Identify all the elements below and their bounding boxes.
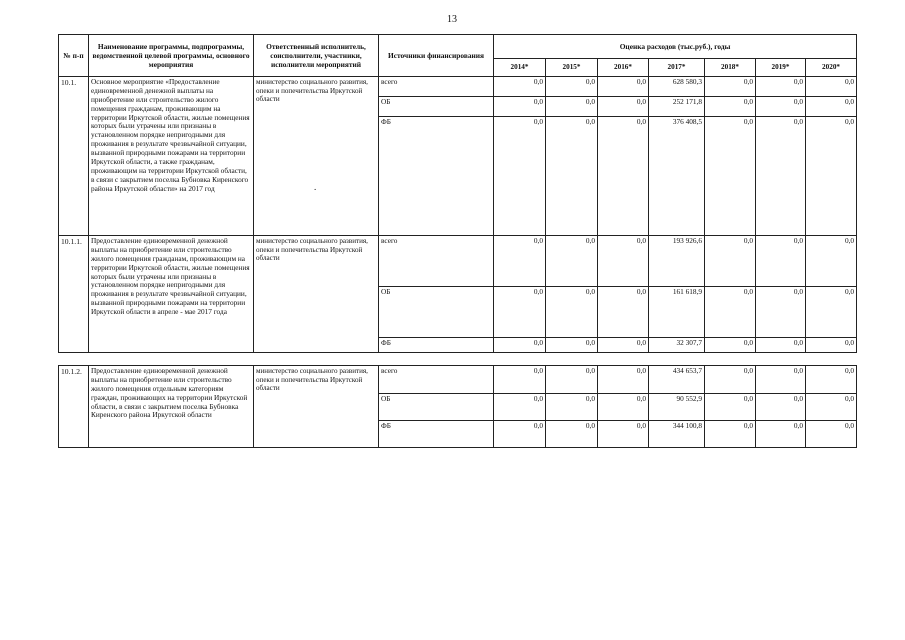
value-cell: 0,0 [598, 366, 649, 394]
value-cell: 0,0 [806, 236, 857, 287]
header-year: 2014* [494, 59, 546, 77]
value-cell: 193 926,6 [649, 236, 705, 287]
value-cell: 0,0 [546, 287, 598, 338]
value-cell: 0,0 [598, 338, 649, 353]
value-cell: 0,0 [494, 77, 546, 97]
row-number: 10.1.1. [59, 236, 89, 353]
value-cell: 0,0 [494, 366, 546, 394]
value-cell: 0,0 [756, 394, 806, 421]
value-cell: 0,0 [598, 117, 649, 236]
value-cell: 0,0 [494, 287, 546, 338]
value-cell: 0,0 [598, 394, 649, 421]
funding-source: всего [379, 77, 494, 97]
value-cell: 0,0 [756, 97, 806, 117]
value-cell: 0,0 [705, 366, 756, 394]
table-row [59, 236, 857, 287]
value-cell: 0,0 [546, 117, 598, 236]
funding-source: ФБ [379, 338, 494, 353]
value-cell: 0,0 [546, 421, 598, 448]
value-cell: 0,0 [806, 366, 857, 394]
value-cell: 0,0 [598, 421, 649, 448]
value-cell: 0,0 [494, 338, 546, 353]
funding-source: ФБ [379, 117, 494, 236]
executor-name: министерство социального развития, опеки и попечительства Иркутской области [254, 366, 379, 448]
value-cell: 0,0 [705, 77, 756, 97]
row-separator [59, 353, 857, 366]
value-cell: 32 307,7 [649, 338, 705, 353]
funding-source: всего [379, 366, 494, 394]
value-cell: 628 580,3 [649, 77, 705, 97]
value-cell: 0,0 [546, 236, 598, 287]
program-name: Предоставление единовременной денежной выплаты на приобретение или строительство жилого помещения отдельным категориям граждан, проживающих на территории Иркутской области, в связи с закрытием поселка Бубновка Киренского района Иркутской области [89, 366, 254, 448]
header-num: № п-п [59, 35, 89, 77]
value-cell: 0,0 [806, 77, 857, 97]
value-cell: 0,0 [806, 117, 857, 236]
value-cell: 0,0 [806, 287, 857, 338]
value-cell: 0,0 [806, 421, 857, 448]
value-cell: 0,0 [546, 366, 598, 394]
value-cell: 0,0 [756, 77, 806, 97]
value-cell: 376 408,5 [649, 117, 705, 236]
program-name: Предоставление единовременной денежной выплаты на приобретение или строительство жилого помещения гражданам, проживающим на территории Иркутской области, жилые помещения которых были утрачены или признаны в установленном порядке непригодными для проживания в результате чрезвычайной ситуации, вызванной природными пожарами на территории Иркутской области в апреле - мае 2017 года [89, 236, 254, 353]
executor-name: министерство социального развития, опеки и попечительства Иркутской области [254, 236, 379, 353]
value-cell: 0,0 [598, 77, 649, 97]
funding-source: ОБ [379, 97, 494, 117]
value-cell: 0,0 [705, 338, 756, 353]
value-cell: 161 618,9 [649, 287, 705, 338]
budget-table [58, 34, 857, 448]
value-cell: 0,0 [494, 97, 546, 117]
value-cell: 0,0 [546, 338, 598, 353]
value-cell: 0,0 [494, 236, 546, 287]
header-year: 2016* [598, 59, 649, 77]
program-name: Основное мероприятие «Предоставление единовременной денежной выплаты на приобретение или строительство жилого помещения гражданам, проживающим на территории Иркутской области, жилые помещения которых были утрачены или признаны в установленном порядке непригодными для проживания в результате чрезвычайной ситуации, вызванной природными пожарами на территории Иркутской области, а также гражданам, проживающим на территории Иркутской области, в связи с закрытием поселка Бубновка Киренского района Иркутской области» на 2017 год [89, 77, 254, 236]
value-cell: 0,0 [756, 287, 806, 338]
value-cell: 0,0 [546, 394, 598, 421]
value-cell: 0,0 [705, 117, 756, 236]
value-cell: 0,0 [546, 97, 598, 117]
value-cell: 0,0 [756, 366, 806, 394]
header-year: 2018* [705, 59, 756, 77]
value-cell: 344 100,8 [649, 421, 705, 448]
value-cell: 0,0 [756, 117, 806, 236]
value-cell: 0,0 [494, 421, 546, 448]
funding-source: ОБ [379, 394, 494, 421]
header-source: Источники финансирования [379, 35, 494, 77]
value-cell: 90 552,9 [649, 394, 705, 421]
header-year: 2019* [756, 59, 806, 77]
value-cell: 0,0 [705, 421, 756, 448]
funding-source: ОБ [379, 287, 494, 338]
value-cell: 0,0 [598, 236, 649, 287]
value-cell: 0,0 [494, 117, 546, 236]
value-cell: 434 653,7 [649, 366, 705, 394]
value-cell: 0,0 [705, 394, 756, 421]
value-cell: 0,0 [546, 77, 598, 97]
page-number: 13 [447, 14, 457, 25]
header-year: 2015* [546, 59, 598, 77]
executor-name: министерство социального развития, опеки и попечительства Иркутской области [254, 77, 379, 236]
value-cell: 0,0 [806, 338, 857, 353]
header-executor: Ответственный исполнитель, соисполнители, участники, исполнители мероприятий [254, 35, 379, 77]
header-estimate: Оценка расходов (тыс.руб.), годы [494, 35, 857, 59]
value-cell: 0,0 [494, 394, 546, 421]
table-row [59, 77, 857, 97]
table-row [59, 366, 857, 394]
value-cell: 0,0 [756, 236, 806, 287]
header-year: 2017* [649, 59, 705, 77]
value-cell: 0,0 [598, 97, 649, 117]
value-cell: 0,0 [705, 287, 756, 338]
header-name: Наименование программы, подпрограммы, ведомственной целевой программы, основного мероприятия [89, 35, 254, 77]
value-cell: 252 171,8 [649, 97, 705, 117]
value-cell: 0,0 [756, 338, 806, 353]
funding-source: ФБ [379, 421, 494, 448]
row-number: 10.1. [59, 77, 89, 236]
value-cell: 0,0 [806, 394, 857, 421]
funding-source: всего [379, 236, 494, 287]
value-cell: 0,0 [598, 287, 649, 338]
value-cell: 0,0 [756, 421, 806, 448]
value-cell: 0,0 [705, 97, 756, 117]
value-cell: 0,0 [705, 236, 756, 287]
separator-cell [59, 353, 857, 366]
value-cell: 0,0 [806, 97, 857, 117]
row-number: 10.1.2. [59, 366, 89, 448]
scan-mark: . [314, 182, 317, 192]
header-year: 2020* [806, 59, 857, 77]
